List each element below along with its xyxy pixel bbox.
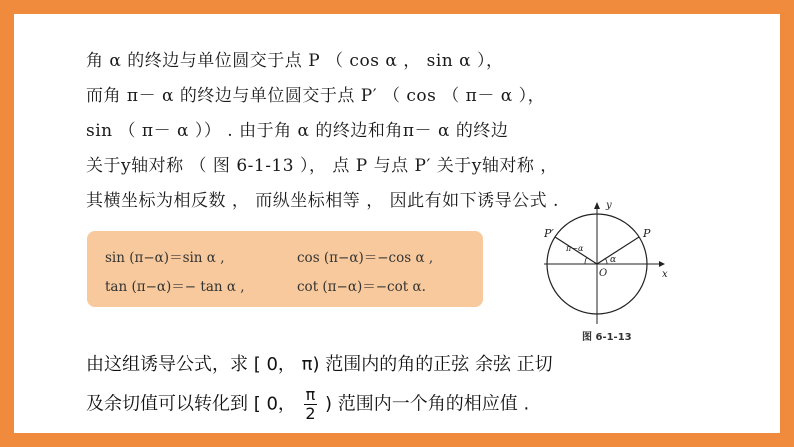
slide-frame [14,14,780,433]
explanation-paragraph [86,44,726,219]
label-p-prime: P′ [544,227,554,240]
formula-tan: tan (π−α)＝− tan α , [105,279,245,295]
paragraph-line-3: sin （ π－ α ）） . 由于角 α 的终边和角π－ α 的终边 [86,121,509,141]
conclusion-line-2 [86,386,746,423]
pi-minus-alpha-arc [585,257,587,264]
fraction-denominator: 2 [305,404,316,423]
fraction-pi-over-2 [304,386,318,423]
label-p: P [643,227,651,240]
label-y: y [606,200,612,211]
label-pi-minus-alpha: π−α [566,244,584,253]
paragraph-line-1: 角 α 的终边与单位圆交于点 P （ cos α ， sin α ）， [86,51,504,71]
alpha-arc [605,258,607,264]
formula-sin: sin (π−α)＝sin α , [105,250,225,266]
unit-circle-figure [544,199,674,329]
x-axis-arrow-icon [659,261,665,267]
conclusion-line-2-post: ) 范围内一个角的相应值 . [325,393,530,415]
formula-box [87,231,483,307]
y-axis-arrow-icon [594,202,600,209]
label-alpha: α [610,255,617,265]
label-x: x [662,269,668,280]
paragraph-line-5: 其横坐标为相反数 ， 而纵坐标相等 ， 因此有如下诱导公式 . [86,191,559,211]
conclusion-line-1: 由这组诱导公式，求 [ 0， π) 范围内的角的正弦 余弦 正切 [86,354,553,375]
label-o: O [599,268,608,279]
figure-caption: 图 6-1-13 [582,332,632,343]
formula-cot: cot (π−α)＝−cot α. [297,279,426,295]
formula-cos: cos (π−α)＝−cos α , [297,250,434,266]
paragraph-line-2: 而角 π－ α 的终边与单位圆交于点 P′ （ cos （ π－ α ）， [86,86,546,106]
fraction-numerator: π [305,385,316,404]
paragraph-line-4: 关于y轴对称 （ 图 6-1-13 ）， 点 P 与点 P′ 关于y轴对称 ， [86,156,558,176]
conclusion-line-2-pre: 及余切值可以转化到 [ 0， [86,393,296,415]
terminal-side-p [597,237,639,264]
